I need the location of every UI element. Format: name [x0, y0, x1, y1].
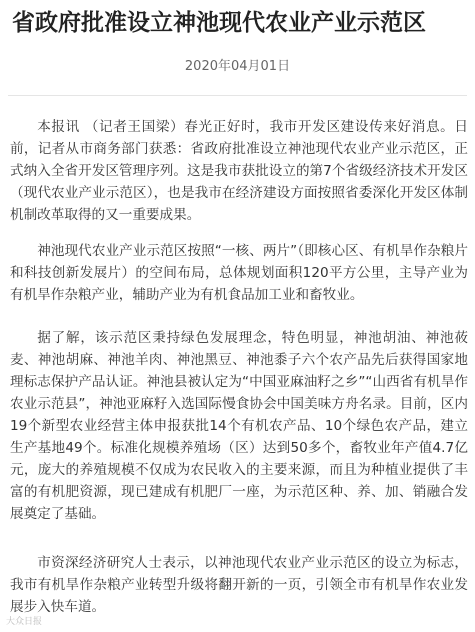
article-title: 省政府批准设立神池现代农业产业示范区: [12, 10, 426, 36]
publish-date: 2020年04月01日: [184, 59, 291, 74]
paragraph-lead: 本报讯 （记者王国梁）春光正好时，我市开发区建设传来好消息。日前，记者从市商务部门获悉：省政府批准设立神池现代农业产业示范区，正式纳入全省开发区管理序列。这是我市获批设立的第7个省级经济技术开发区（现代农业产业示范区），也是我市在经济建设方面按照省委深化开发区体制机制改革取得的又一重要成果。: [10, 119, 468, 223]
paragraph-details: 据了解，该示范区秉持绿色发展理念，特色明显，神池胡油、神池莜麦、神池胡麻、神池羊肉、神池黑豆、神池黍子六个农产品先后获得国家地理标志保护产品认证。神池县被认定为“中国亚麻油籽之乡”“山西省有机旱作农业示范县”，神池亚麻籽入选国际慢食协会中国美味方舟名录。目前，区内19个新型农业经营主体申报获批14个有机农产品、10个绿色农产品，建立生产基地49个。标准化规模养殖场（区）达到50多个，畜牧业年产值4.7亿元，庞大的养殖规模不仅成为农民收入的主要来源，而且为种植业提供了丰富的有机肥资源，现已建成有机肥厂一座，为示范区种、养、加、销融合发展奠定了基础。: [10, 330, 468, 522]
title-divider: [8, 95, 467, 96]
paragraph-layout: 神池现代农业产业示范区按照“一核、两片”（即核心区、有机旱作杂粮片和科技创新发展片）的空间布局，总体规划面积120平方公里，主导产业为有机旱作杂粮产业，辅助产业为有机食品加工业和畜牧业。: [10, 243, 468, 303]
paragraph-conclusion: 市资深经济研究人士表示，以神池现代农业产业示范区的设立为标志，我市有机旱作杂粮产业转型升级将翻开新的一页，引领全市有机旱作农业发展步入快车道。: [10, 555, 468, 615]
watermark: 大众日报: [6, 617, 43, 627]
